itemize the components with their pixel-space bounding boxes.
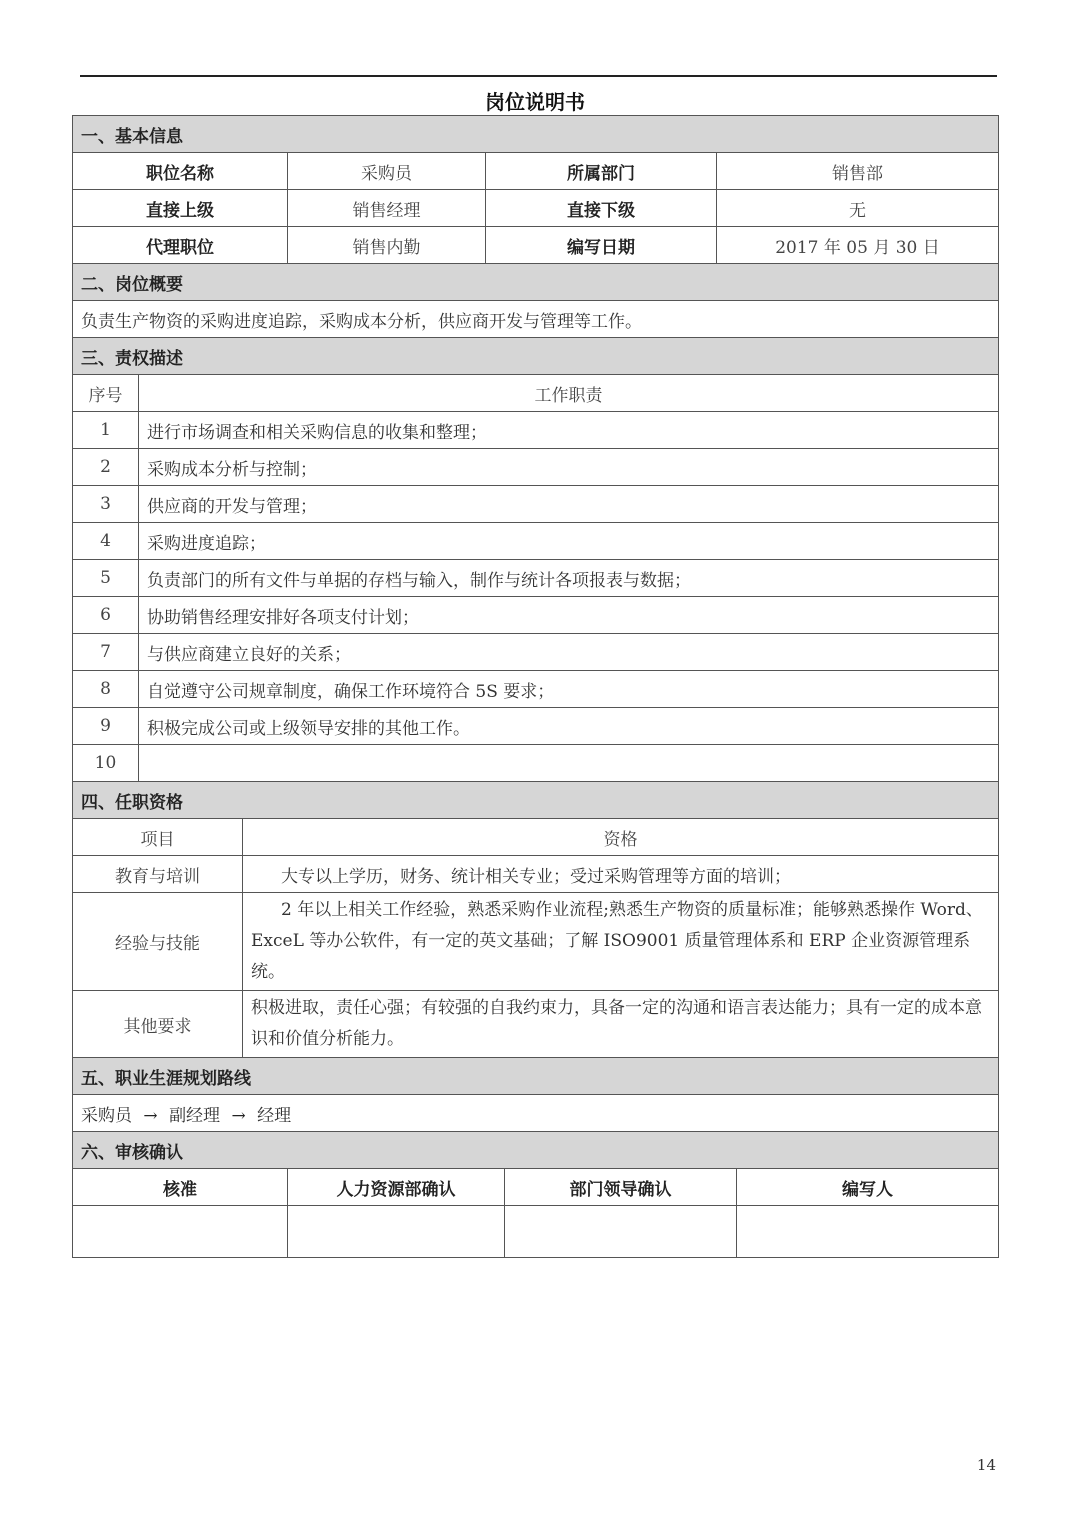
review-hr-label: 人力资源部确认	[288, 1169, 505, 1206]
review-approve-label: 核准	[73, 1169, 288, 1206]
superior-label: 直接上级	[73, 190, 288, 227]
document-title: 岗位说明书	[485, 90, 585, 114]
qualification-text: 积极进取，责任心强；有较强的自我约束力，具备一定的沟通和语言表达能力；具有一定的成本意识和价值分析能力。	[243, 991, 999, 1058]
section-overview-row	[73, 264, 999, 301]
duty-row	[73, 523, 999, 560]
deputy-value: 销售内勤	[288, 227, 486, 264]
qualification-row	[73, 856, 999, 893]
qualification-item: 经验与技能	[73, 893, 243, 991]
department-label: 所属部门	[486, 153, 717, 190]
duties-header-no: 序号	[73, 375, 139, 412]
section-duties-row	[73, 338, 999, 375]
duty-text: 积极完成公司或上级领导安排的其他工作。	[139, 708, 999, 745]
superior-value: 销售经理	[288, 190, 486, 227]
duty-no: 10	[73, 745, 139, 782]
duty-no: 1	[73, 412, 139, 449]
section-overview-title: 二、岗位概要	[73, 264, 999, 301]
duties-header-duty: 工作职责	[139, 375, 999, 412]
qualifications-header-req: 资格	[243, 819, 999, 856]
duty-text: 与供应商建立良好的关系；	[139, 634, 999, 671]
date-value: 2017 年 05 月 30 日	[717, 227, 999, 264]
qualifications-header-item: 项目	[73, 819, 243, 856]
overview-row	[73, 301, 999, 338]
arrow-right-icon: →	[231, 1105, 246, 1126]
review-approve-cell	[73, 1206, 288, 1258]
subordinate-label: 直接下级	[486, 190, 717, 227]
qualification-item: 其他要求	[73, 991, 243, 1058]
duty-text: 供应商的开发与管理；	[139, 486, 999, 523]
section-career-row	[73, 1058, 999, 1095]
qualification-text: 2 年以上相关工作经验，熟悉采购作业流程;熟悉生产物资的质量标准；能够熟悉操作 Word、ExceL 等办公软件，有一定的英文基础；了解 ISO9001 质量管理体系和 ERP 企业资源管理系统。	[243, 893, 999, 991]
review-writer-cell	[737, 1206, 999, 1258]
arrow-right-icon: →	[143, 1105, 158, 1126]
position-name-value: 采购员	[288, 153, 486, 190]
duty-no: 8	[73, 671, 139, 708]
duty-no: 5	[73, 560, 139, 597]
deputy-label: 代理职位	[73, 227, 288, 264]
department-value: 销售部	[717, 153, 999, 190]
qualification-item: 教育与培训	[73, 856, 243, 893]
section-qualifications-title: 四、任职资格	[73, 782, 999, 819]
career-path-row	[73, 1095, 999, 1132]
basic-info-row	[73, 227, 999, 264]
duty-row	[73, 560, 999, 597]
review-header-row	[73, 1169, 999, 1206]
position-name-label: 职位名称	[73, 153, 288, 190]
qualification-text: 大专以上学历，财务、统计相关专业；受过采购管理等方面的培训；	[243, 856, 999, 893]
duty-text: 采购成本分析与控制；	[139, 449, 999, 486]
career-step-manager: 经理	[257, 1105, 292, 1126]
basic-info-row	[73, 190, 999, 227]
duty-text: 采购进度追踪；	[139, 523, 999, 560]
duty-no: 2	[73, 449, 139, 486]
duty-no: 6	[73, 597, 139, 634]
career-path	[73, 1095, 999, 1132]
duty-text	[139, 745, 999, 782]
duty-no: 9	[73, 708, 139, 745]
section-review-row	[73, 1132, 999, 1169]
duty-row	[73, 671, 999, 708]
duty-text: 自觉遵守公司规章制度，确保工作环境符合 5S 要求；	[139, 671, 999, 708]
page-number: 14	[976, 1456, 996, 1474]
duty-row	[73, 708, 999, 745]
duty-no: 4	[73, 523, 139, 560]
duty-row	[73, 412, 999, 449]
section-basic-info-title: 一、基本信息	[73, 116, 999, 153]
subordinate-value: 无	[717, 190, 999, 227]
section-career-title: 五、职业生涯规划路线	[73, 1058, 999, 1095]
review-writer-label: 编写人	[737, 1169, 999, 1206]
duty-no: 7	[73, 634, 139, 671]
section-qualifications-row	[73, 782, 999, 819]
duty-no: 3	[73, 486, 139, 523]
section-basic-info-row	[73, 116, 999, 153]
review-dept-label: 部门领导确认	[505, 1169, 737, 1206]
review-signature-row	[73, 1206, 999, 1258]
duty-text: 进行市场调查和相关采购信息的收集和整理；	[139, 412, 999, 449]
qualification-row	[73, 893, 999, 991]
overview-text: 负责生产物资的采购进度追踪，采购成本分析，供应商开发与管理等工作。	[73, 301, 999, 338]
duty-row	[73, 486, 999, 523]
job-description-table	[72, 115, 999, 1258]
duty-row	[73, 597, 999, 634]
qualifications-header-row	[73, 819, 999, 856]
duty-row	[73, 745, 999, 782]
career-step-buyer: 采购员	[81, 1105, 132, 1126]
duty-row	[73, 634, 999, 671]
section-review-title: 六、审核确认	[73, 1132, 999, 1169]
top-rule	[80, 75, 997, 77]
duty-row	[73, 449, 999, 486]
duty-text: 负责部门的所有文件与单据的存档与输入，制作与统计各项报表与数据；	[139, 560, 999, 597]
review-hr-cell	[288, 1206, 505, 1258]
date-label: 编写日期	[486, 227, 717, 264]
section-duties-title: 三、责权描述	[73, 338, 999, 375]
duties-header-row	[73, 375, 999, 412]
basic-info-row	[73, 153, 999, 190]
review-dept-cell	[505, 1206, 737, 1258]
career-step-deputy-manager: 副经理	[169, 1105, 221, 1126]
qualification-row	[73, 991, 999, 1058]
duty-text: 协助销售经理安排好各项支付计划；	[139, 597, 999, 634]
